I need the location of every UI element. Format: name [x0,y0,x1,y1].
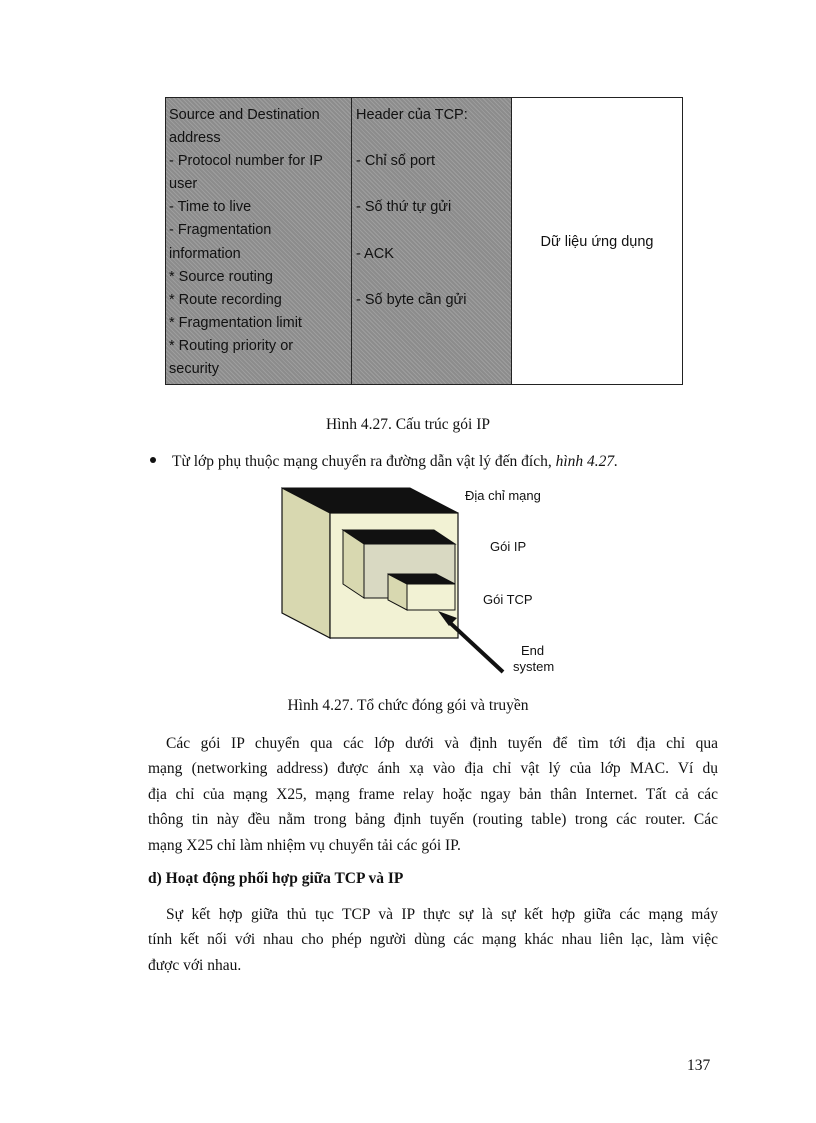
label-network-address: Địa chỉ mạng [465,488,541,503]
ip-header-line: * Routing priority or [169,337,294,354]
label-end: End [521,643,545,658]
figure-caption-encapsulation: Hình 4.27. Tổ chức đóng gói và truyền [287,697,529,714]
paragraph-line: Sự kết hợp giữa thủ tục TCP và IP thực sự là sự kết hợp giữa các mạng máy [166,906,718,923]
paragraph-ip-routing [148,731,718,858]
section-heading: d) Hoạt động phối hợp giữa TCP và IP [148,870,404,887]
paragraph-line: được với nhau. [148,956,242,974]
ip-header-line: - Protocol number for IP [169,153,323,170]
label-ip-packet: Gói IP [490,539,527,554]
tcp-header-item: - Chỉ số port [356,153,435,170]
bullet-text: Từ lớp phụ thuộc mạng chuyển ra đường dẫn vật lý đến đích, [172,453,556,470]
ip-header-line: user [169,176,198,193]
ip-header-line: address [169,130,221,147]
ip-header-line: - Fragmentation [169,222,272,239]
ip-header-line: * Source routing [169,268,273,285]
application-data-label: Dữ liệu ứng dụng [540,234,654,250]
ip-header-line: information [169,245,241,262]
label-system: system [513,659,555,674]
end-system-arrow-shaft [447,620,503,672]
tcp-box-front [407,584,455,610]
paragraph-line: mạng X25 chỉ làm nhiệm vụ chuyển tải các gói IP. [148,836,461,854]
ip-header-line: * Fragmentation limit [169,314,302,331]
page-number: 137 [687,1057,711,1074]
tcp-header-item: - Số thứ tự gửi [356,199,452,216]
tcp-header-item: - ACK [356,245,394,262]
ip-header-line: security [169,361,219,378]
ip-header-line: - Time to live [169,199,252,216]
paragraph-tcp-ip-cooperation [148,902,718,978]
tcp-header-item: - Số byte cần gửi [356,291,467,308]
paragraph-line: tính kết nối với nhau cho phép người dùng các mạng khác nhau liên lạc, làm việc [148,931,718,949]
outer-box-left-side [282,488,330,638]
ip-header-line: * Route recording [169,291,282,308]
paragraph-line: địa chỉ của mạng X25, mạng frame relay hoặc ngay bản thân Internet. Tất cả các [148,785,718,803]
tcp-header-title: Header của TCP: [356,107,468,123]
paragraph-line: thông tin này đều nằm trong bảng định tuyến (routing table) trong các router. Các [148,811,718,829]
ip-header-line: Source and Destination [169,107,320,123]
bullet-figure-ref: hình 4.27. [555,453,619,470]
label-tcp-packet: Gói TCP [483,592,533,607]
paragraph-line: mạng (networking address) được ánh xạ vào địa chỉ vật lý của lớp MAC. Ví dụ [148,760,718,778]
figure-caption-ip-structure: Hình 4.27. Cấu trúc gói IP [325,416,491,433]
paragraph-line: Các gói IP chuyển qua các lớp dưới và định tuyến để tìm tới địa chỉ qua [166,735,718,752]
